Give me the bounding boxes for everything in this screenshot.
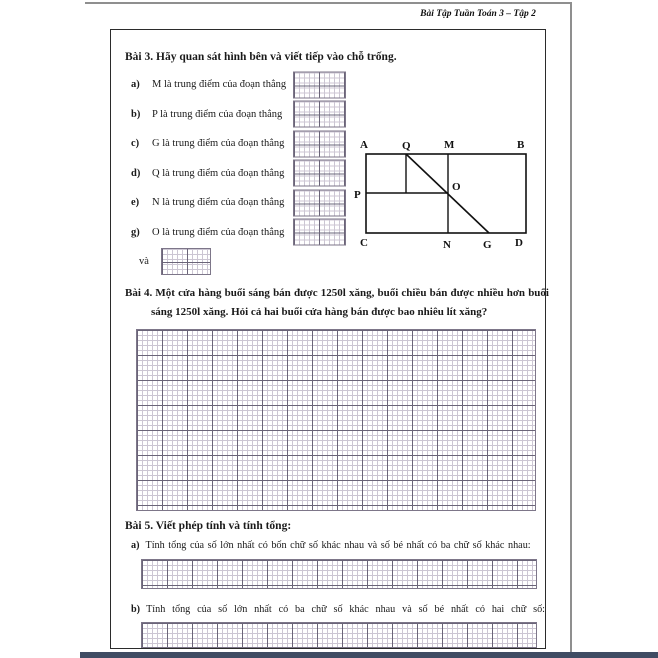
answer-grid	[161, 248, 211, 275]
figure-label-A: A	[360, 139, 368, 151]
exercise-3-item-and	[131, 247, 411, 277]
exercise-3-title-text: Hãy quan sát hình bên và viết tiếp vào chỗ trống.	[156, 51, 397, 63]
figure-label-N: N	[443, 239, 451, 250]
item-label: c)	[131, 138, 140, 150]
answer-grid	[293, 219, 346, 246]
item-text: M là trung điểm của đoạn thẳng	[152, 79, 287, 91]
item-label: a)	[131, 79, 140, 91]
answer-grid	[293, 71, 346, 98]
exercise-4-text: Một cửa hàng buổi sáng bán được 1250l xăng, buổi chiều bán được nhiều hơn buổi sáng 1250l xăng. Hỏi cả hai buổi cửa hàng bán được bao nhiêu lít xăng?	[151, 287, 549, 318]
answer-grid	[293, 160, 346, 187]
item-text: G là trung điểm của đoạn thẳng	[152, 138, 285, 150]
and-label: và	[139, 256, 149, 268]
exercise-5-item-b	[131, 604, 545, 615]
figure-label-O: O	[452, 181, 461, 193]
exercise-3-title	[125, 51, 397, 63]
exercise-5-title-text: Viết phép tính và tính tổng:	[155, 520, 292, 532]
top-rule	[85, 2, 572, 4]
page-header-title: Bài Tập Tuần Toán 3 – Tập 2	[420, 9, 536, 19]
figure-label-D: D	[515, 237, 523, 249]
item-label: d)	[131, 167, 141, 179]
exercise-5-item-a	[131, 540, 545, 551]
exercise-5-title	[125, 520, 291, 532]
item-text: P là trung điểm của đoạn thẳng	[152, 108, 283, 120]
answer-grid	[293, 130, 346, 157]
geometry-figure	[351, 136, 531, 250]
figure-label-B: B	[517, 139, 525, 151]
exercise-4-statement	[125, 284, 549, 321]
figure-label-M: M	[444, 139, 455, 151]
figure-label-Q: Q	[402, 140, 411, 152]
figure-label-C: C	[360, 237, 368, 249]
item-label: b)	[131, 108, 141, 120]
item-label: a)	[131, 540, 140, 551]
answer-grid	[293, 101, 346, 128]
item-label: b)	[131, 604, 141, 615]
answer-grid	[293, 189, 346, 216]
exercise-5-label: Bài 5.	[125, 520, 154, 532]
exercise-3-label: Bài 3.	[125, 51, 154, 63]
item-text: Q là trung điểm của đoạn thẳng	[152, 167, 285, 179]
page-right-edge	[570, 2, 572, 652]
exercise-3-item-a	[131, 70, 411, 100]
item-text: Tính tổng của số lớn nhất có bốn chữ số khác nhau và số bé nhất có ba chữ số khác nhau:	[145, 540, 531, 551]
item-label: g)	[131, 226, 140, 238]
item-label: e)	[131, 197, 140, 209]
figure-label-G: G	[483, 239, 492, 250]
item-text: N là trung điểm của đoạn thẳng	[152, 197, 285, 209]
answer-strip-b	[141, 622, 537, 648]
bottom-bar	[80, 652, 658, 658]
worksheet-content-box	[110, 29, 549, 649]
work-grid	[136, 329, 536, 511]
exercise-3-item-b	[131, 100, 411, 130]
answer-strip-a	[141, 559, 537, 589]
exercise-4-label: Bài 4.	[125, 287, 153, 299]
item-text: O là trung điểm của đoạn thẳng	[152, 226, 285, 238]
item-text: Tính tổng của số lớn nhất có ba chữ số khác nhau và số bé nhất có hai chữ số:	[146, 604, 545, 615]
figure-label-P: P	[354, 189, 361, 201]
